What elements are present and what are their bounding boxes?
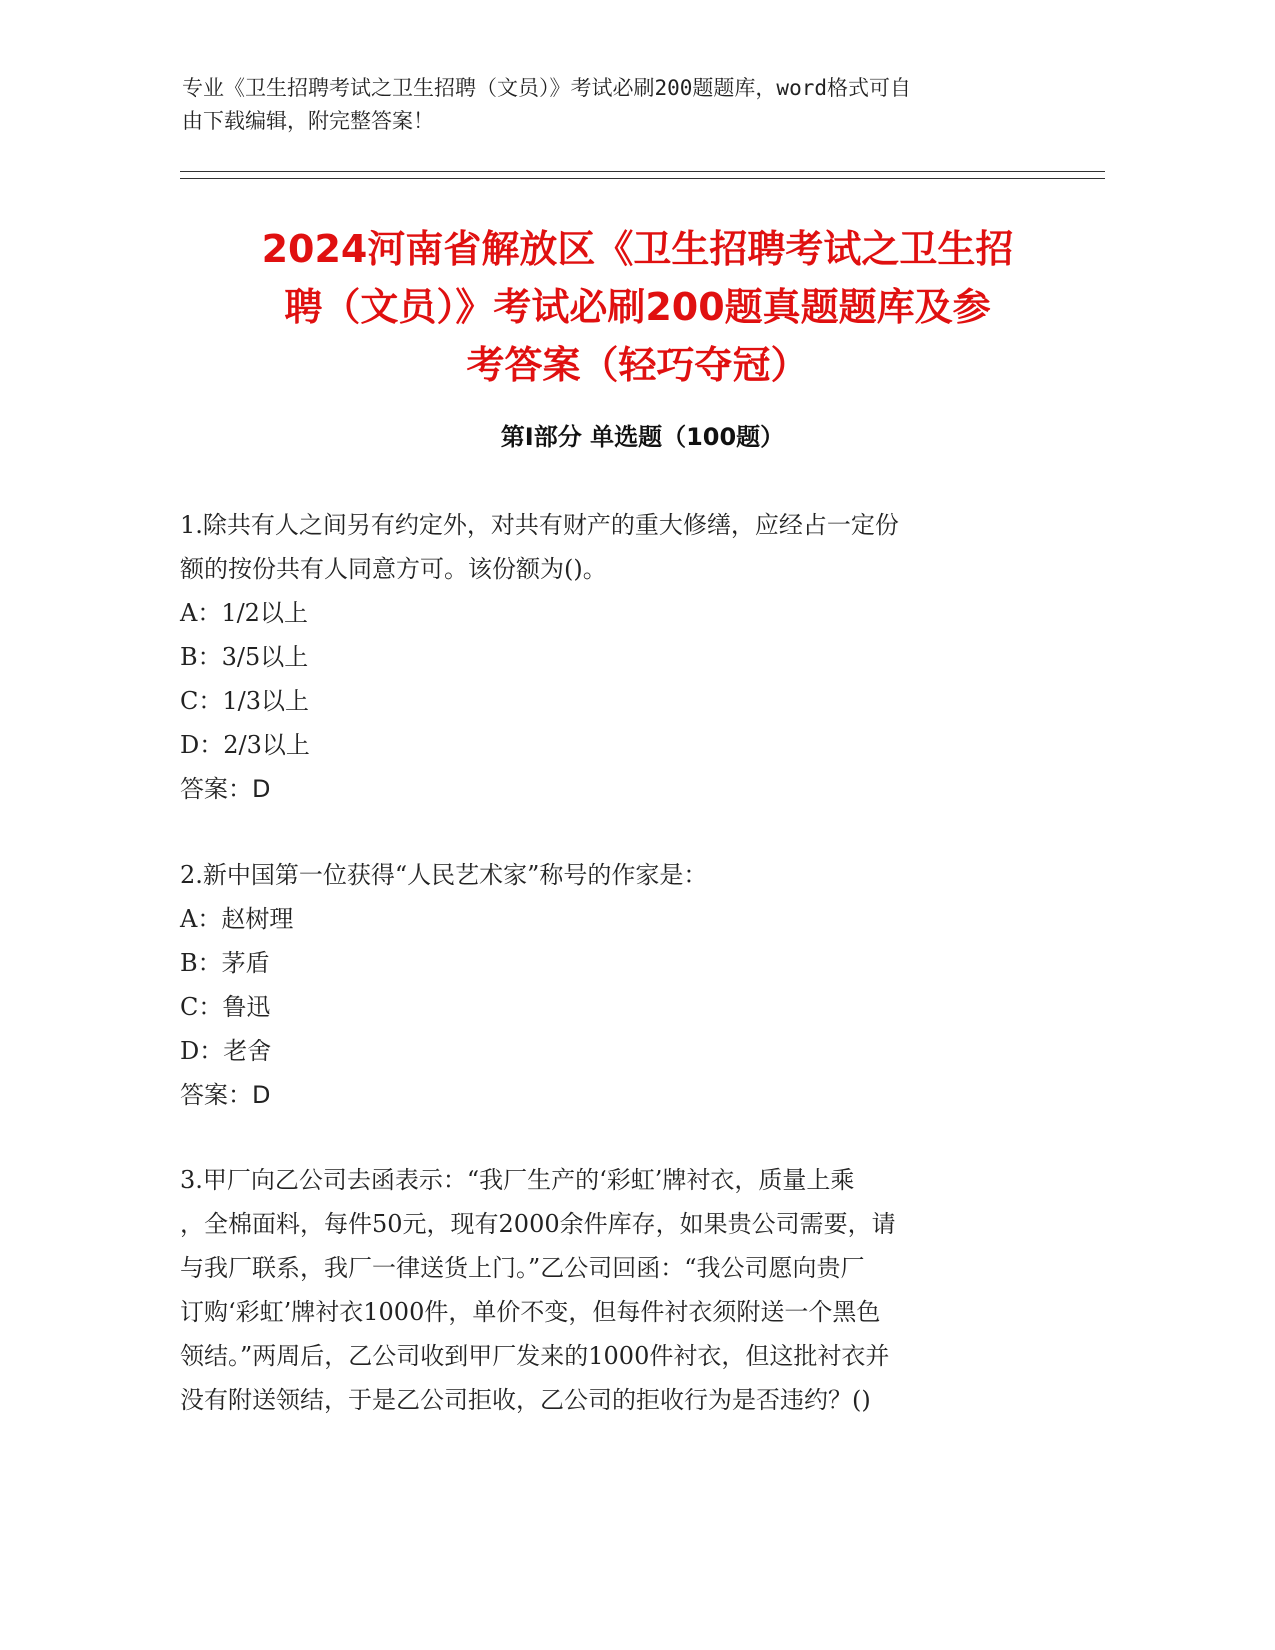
option-d: D：老舍	[180, 1037, 272, 1065]
question-text: ，全棉面料，每件50元，现有2000余件库存，如果贵公司需要，请	[180, 1210, 896, 1238]
answer: 答案：D	[180, 1081, 271, 1109]
question-2	[180, 853, 1040, 1117]
answer: 答案：D	[180, 775, 271, 803]
document-title	[170, 220, 1105, 394]
question-text: 2.新中国第一位获得“人民艺术家”称号的作家是：	[180, 861, 708, 889]
question-text: 订购‘彩虹’牌衬衣1000件，单价不变，但每件衬衣须附送一个黑色	[180, 1298, 881, 1326]
question-text: 1.除共有人之间另有约定外，对共有财产的重大修缮，应经占一定份	[180, 511, 899, 539]
option-b: B：茅盾	[180, 949, 270, 977]
header-note-line: 由下载编辑，附完整答案！	[182, 109, 434, 133]
header-divider-top	[180, 171, 1105, 172]
title-line: 考答案（轻巧夺冠）	[466, 343, 809, 387]
question-text: 3.甲厂向乙公司去函表示：“我厂生产的‘彩虹’牌衬衣，质量上乘	[180, 1166, 855, 1194]
title-line: 聘（文员）》考试必刷200题真题题库及参	[284, 285, 991, 329]
question-1	[180, 503, 1040, 811]
title-line: 2024河南省解放区《卫生招聘考试之卫生招	[261, 227, 1014, 271]
question-3	[180, 1158, 1040, 1422]
question-text: 没有附送领结，于是乙公司拒收，乙公司的拒收行为是否违约？()	[180, 1386, 871, 1414]
option-a: A：1/2以上	[180, 599, 308, 627]
option-d: D：2/3以上	[180, 731, 310, 759]
option-b: B：3/5以上	[180, 643, 309, 671]
header-divider-bottom	[180, 178, 1105, 179]
option-c: C：1/3以上	[180, 687, 309, 715]
section-heading: 第Ⅰ部分 单选题（100题）	[500, 423, 785, 451]
option-a: A：赵树理	[180, 905, 294, 933]
header-note-line: 专业《卫生招聘考试之卫生招聘（文员）》考试必刷200题题库，word格式可自	[182, 76, 911, 100]
header-note	[182, 72, 1042, 138]
option-c: C：鲁迅	[180, 993, 271, 1021]
question-text: 额的按份共有人同意方可。该份额为()。	[180, 555, 607, 583]
question-text: 领结。”两周后，乙公司收到甲厂发来的1000件衬衣，但这批衬衣并	[180, 1342, 890, 1370]
question-text: 与我厂联系，我厂一律送货上门。”乙公司回函：“我公司愿向贵厂	[180, 1254, 865, 1282]
